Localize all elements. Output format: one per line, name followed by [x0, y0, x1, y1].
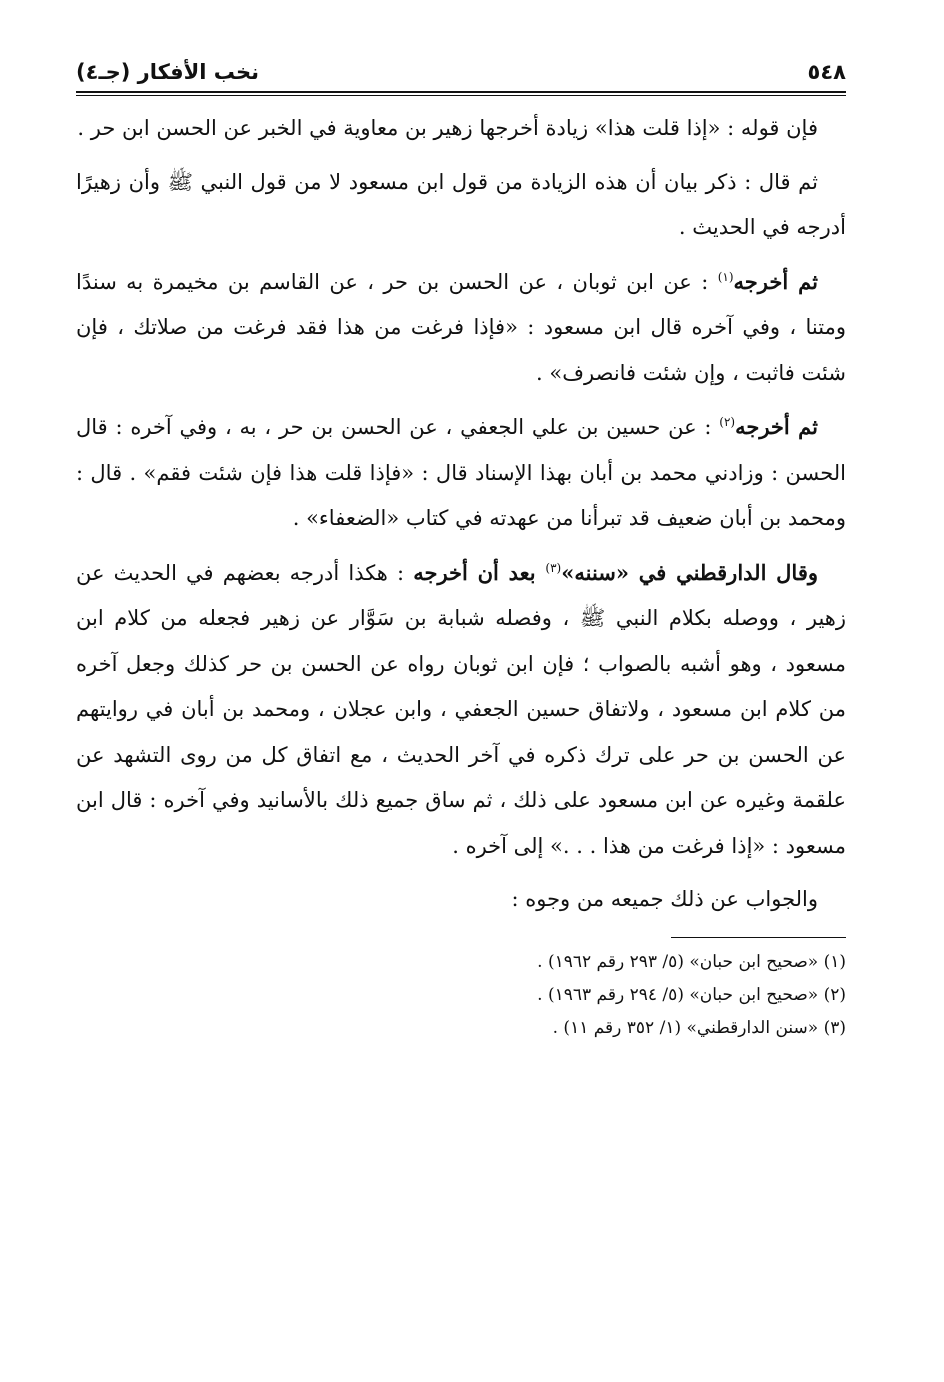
paragraph-1 [76, 106, 846, 152]
footnotes [76, 946, 846, 1045]
paragraph-text: ثم قال : ذكر بيان أن هذه الزيادة من قول ابن مسعود لا من قول النبي ﷺ وأن زهيرًا أدرجه في الحديث . [76, 169, 846, 239]
paragraph-4 [76, 404, 846, 542]
paragraph-lead: ثم أخرجه [735, 414, 818, 439]
paragraph-text: فإن قوله : «إذا قلت هذا» زيادة أخرجها زهير بن معاوية في الخبر عن الحسن ابن حر . [77, 116, 818, 140]
footnote-ref-3: (٣) [545, 560, 562, 575]
footnote-2: (٢) «صحيح ابن حبان» (٥/ ٢٩٤ رقم ١٩٦٣) . [537, 984, 846, 1005]
footnote-ref-2: (٢) [719, 415, 736, 429]
paragraph-2 [76, 160, 846, 251]
paragraph-5 [76, 550, 846, 870]
book-page [76, 52, 846, 1362]
footnote-separator [671, 937, 846, 938]
page-header [76, 52, 846, 88]
paragraph-text: : عن ابن ثوبان ، عن الحسن بن حر ، عن القاسم بن مخيمرة به سندًا ومتنا ، وفي آخره قال ابن مسعود : «فإذا فرغت من هذا فقد فرغت من صلاتك ، فإن شئت فاثبت ، وإن شئت فانصرف» . [76, 269, 846, 385]
footnote-ref-1: (١) [717, 269, 734, 284]
paragraph-3 [76, 259, 846, 397]
paragraph-lead-2: بعد أن أخرجه [413, 559, 546, 585]
paragraph-lead: ثم أخرجه [733, 268, 818, 294]
main-text [76, 106, 846, 923]
paragraph-text: : هكذا أدرجه بعضهم في الحديث عن زهير ، ووصله بكلام النبي ﷺ ، وفصله شبابة بن سَوَّار عن زهير فجعله من كلام ابن مسعود ، وهو أشبه بالصواب ؛ فإن ابن ثوبان رواه عن الحسن بن حر كذلك وجعل آخره من كلام ابن مسعود ، ولاتفاق حسين الجعفي ، وابن عجلان ، ومحمد بن أبان في روايتهم عن الحسن بن حر على ترك ذكره في آخر الحديث ، مع اتفاق كل من روى التشهد عن علقمة وغيره عن ابن مسعود على ذلك ، ثم ساق جميع ذلك بالأسانيد وفي آخره : قال ابن مسعود : «إذا فرغت من هذا . . .» إلى آخره . [76, 560, 846, 858]
footnote-3: (٣) «سنن الدارقطني» (١/ ٣٥٢ رقم ١١) . [552, 1017, 846, 1038]
paragraph-lead: وقال الدارقطني في «سننه» [561, 559, 819, 585]
paragraph-text: والجواب عن ذلك جميعه من وجوه : [511, 887, 818, 911]
header-rule [76, 91, 846, 96]
book-title: نخب الأفكار (جـ٤) [76, 60, 259, 84]
paragraph-6 [76, 877, 846, 923]
page-number: ٥٤٨ [807, 60, 846, 84]
footnote-1: (١) «صحيح ابن حبان» (٥/ ٢٩٣ رقم ١٩٦٢) . [537, 951, 846, 972]
paragraph-text: : عن حسين بن علي الجعفي ، عن الحسن بن حر ، به ، وفي آخره : قال الحسن : وزادني محمد بن أبان بهذا الإسناد قال : «فإذا قلت هذا فإن شئت فقم» . قال : ومحمد بن أبان ضعيف قد تبرأنا من عهدته في كتاب «الضعفاء» . [76, 415, 846, 530]
